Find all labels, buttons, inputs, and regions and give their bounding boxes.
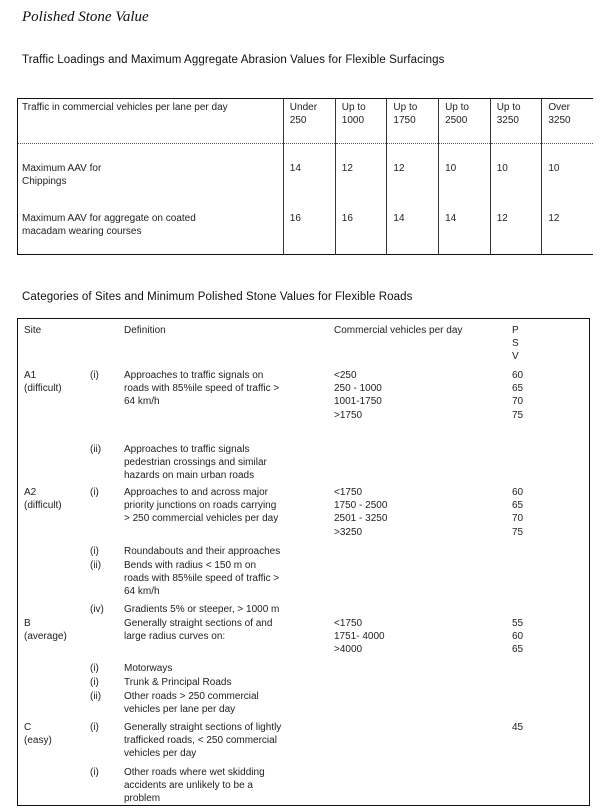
psv-values: 60 65 70 75 <box>512 487 524 538</box>
aav-header-label: Traffic in commercial vehicles per lane per day <box>18 99 284 144</box>
item-number: (ii) <box>90 444 102 455</box>
table-cell: 10 <box>439 144 491 211</box>
item-definition: Bends with radius < 150 m on roads with 85%ile speed of traffic > 64 km/h <box>124 560 280 598</box>
item-number: (i) <box>90 677 99 688</box>
item-definition: Approaches to traffic signals pedestrian crossings and similar hazards on main urban roads <box>124 444 267 482</box>
psv-values: 45 <box>512 722 524 733</box>
aav-col-header: Up to 2500 <box>439 99 491 144</box>
item-number: (i) <box>90 546 99 557</box>
psv-values: 60 65 70 75 <box>512 370 524 421</box>
psv-header-site: Site <box>24 325 42 336</box>
item-definition: Trunk & Principal Roads <box>124 677 232 688</box>
table-cell: 14 <box>387 210 439 255</box>
table-row <box>18 210 594 255</box>
vehicles-list: <250 250 - 1000 1001-1750 >1750 <box>334 370 382 421</box>
table2-heading: Categories of Sites and Minimum Polished Stone Values for Flexible Roads <box>22 291 413 303</box>
item-number: (iv) <box>90 604 104 615</box>
aav-col-header: Under 250 <box>283 99 335 144</box>
item-number: (i) <box>90 370 99 381</box>
table-cell: 10 <box>542 144 593 211</box>
psv-header-definition: Definition <box>124 325 166 336</box>
table-cell: 16 <box>335 210 387 255</box>
psv-table <box>17 318 590 806</box>
table-cell: 10 <box>490 144 542 211</box>
item-definition: Generally straight sections of lightly trafficked roads, < 250 commercial vehicles per day <box>124 722 282 760</box>
table-cell: 12 <box>335 144 387 211</box>
aav-col-header: Up to 3250 <box>490 99 542 144</box>
site-label: A1 (difficult) <box>24 370 62 395</box>
item-definition: Other roads > 250 commercial vehicles per lane per day <box>124 691 259 716</box>
item-definition: Gradients 5% or steeper, > 1000 m <box>124 604 280 615</box>
psv-header-psv: P S V <box>512 325 519 363</box>
table-cell: 16 <box>283 210 335 255</box>
page-title: Polished Stone Value <box>22 9 149 25</box>
item-definition: Approaches to and across major priority junctions on roads carrying > 250 commercial vehicles per day <box>124 487 279 525</box>
psv-header-vehicles: Commercial vehicles per day <box>334 325 463 336</box>
item-definition: Generally straight sections of and large radius curves on: <box>124 618 273 643</box>
item-number: (ii) <box>90 691 102 702</box>
psv-values: 55 60 65 <box>512 618 524 656</box>
item-number: (ii) <box>90 560 102 571</box>
table-cell: 12 <box>490 210 542 255</box>
table-row <box>18 144 594 211</box>
item-definition: Motorways <box>124 663 173 674</box>
vehicles-list: <1750 1750 - 2500 2501 - 3250 >3250 <box>334 487 388 538</box>
site-label: A2 (difficult) <box>24 487 62 512</box>
item-definition: Approaches to traffic signals on roads with 85%ile speed of traffic > 64 km/h <box>124 370 280 408</box>
table-cell: 14 <box>283 144 335 211</box>
table-cell: 12 <box>387 144 439 211</box>
item-number: (i) <box>90 767 99 778</box>
item-number: (i) <box>90 487 99 498</box>
table-cell: 12 <box>542 210 593 255</box>
site-label: B (average) <box>24 618 67 643</box>
aav-table <box>17 98 593 255</box>
item-definition: Other roads where wet skidding accidents are unlikely to be a problem <box>124 767 265 805</box>
row-label: Maximum AAV for Chippings <box>22 163 102 187</box>
table1-heading: Traffic Loadings and Maximum Aggregate Abrasion Values for Flexible Surfacings <box>22 54 445 66</box>
aav-table-header-row <box>18 99 594 144</box>
aav-col-header: Up to 1750 <box>387 99 439 144</box>
aav-col-header: Over 3250 <box>542 99 593 144</box>
item-definition: Roundabouts and their approaches <box>124 546 281 557</box>
table-cell: 14 <box>439 210 491 255</box>
vehicles-list: <1750 1751- 4000 >4000 <box>334 618 385 656</box>
row-label: Maximum AAV for aggregate on coated macadam wearing courses <box>22 213 196 237</box>
item-number: (i) <box>90 663 99 674</box>
site-label: C (easy) <box>24 722 52 747</box>
item-number: (i) <box>90 722 99 733</box>
aav-col-header: Up to 1000 <box>335 99 387 144</box>
